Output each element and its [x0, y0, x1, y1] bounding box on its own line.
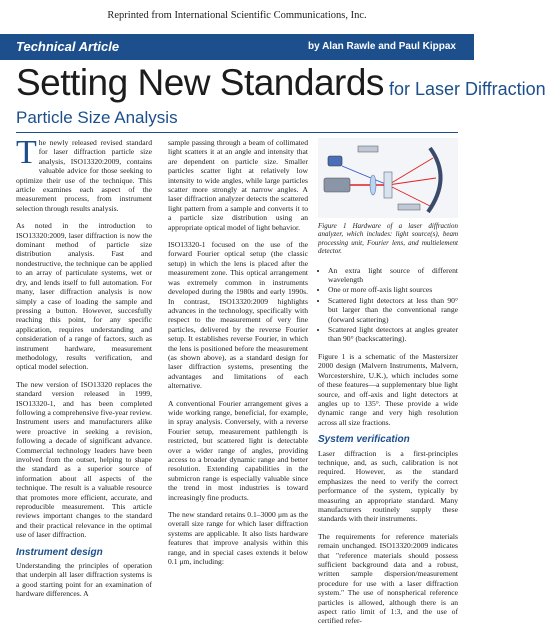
laser-analyzer-diagram	[318, 138, 458, 218]
paragraph: As noted in the introduction to ISO13320:2009, laser diffraction is now the dominant method of particle size distribution analysis. Fast and nondestructive, the technique can be applied to an array of particulate systems, wet or dry, and lends itself to full automation. For many, laser diffraction analysis is now simply a case of loading the sample and pressing a button. However, succesfully reaching this point, for any specific application, requires understanding and consideration of a range of factors, such as instrument hardware, measurement methodology, results verification, and optical model selection.	[16, 221, 152, 372]
list-item: • Scattered light detectors at angles greater than 90° (backscattering).	[328, 325, 458, 344]
column-1	[16, 134, 152, 607]
paragraph: ISO13320-1 focused on the use of the forward Fourier optical setup (the classic setup) in which the lens is placed after the measurement zone. This optical arrangement was extremely common in instruments developed during the 1980s and early 1990s. In contrast, ISO13320:2009 highlights advances in the technology, specifically with respect to the measurement of very fine particles, delivered by the reverse Fourier setup. It establishes reverse Fourier, in which the lens is positioned before the measurement (as shown above), as a standard design for laser diffraction systems, presenting the advantages and limitations of each alternative.	[168, 240, 308, 391]
drop-cap: T	[16, 134, 37, 171]
reprint-line: Reprinted from International Scientific Communications, Inc.	[107, 10, 367, 21]
section-heading: Instrument design	[16, 546, 103, 558]
paragraph: The new version of ISO13320 replaces the standard version released in 1999, ISO13320-1, and has been completed following a comprehensive five-year review. Instrument users and manufacturers alike were proactive in seeking a revision, following a decade of significant advance. Commercial technology leaders have been involved from the outset, helping to shape the standard as a superior source of information about all aspects of the technique. The result is a valuable resource that promotes more efficient, accurate, and reproducible measurement. This article reviews important changes to the standard and their practical relevance in the optimal use of laser diffraction.	[16, 379, 152, 540]
paragraph: Laser diffraction is a first-principles technique, and, as such, calibration is not required. However, as the standard emphasizes the need to verify the correct performance of the system, typically by measuring an appropriate standard. Many manufacturers routinely supply these standards with their instruments.	[318, 448, 458, 524]
figure-caption: Figure 1 Hardware of a laser diffraction analyzer, which includes: light source(s), beam processing unit, Fourier lens, and multielement detector.	[318, 222, 458, 256]
column-2	[168, 138, 308, 574]
article-subtitle: Particle Size Analysis	[16, 108, 178, 127]
paragraph: sample passing through a beam of collimated light scatters it at an angle and intensity that are dependent on particle size. Smaller particles scatter light at relatively low intensity to wide angles, while large particles scatter more strongly at narrow angles. A laser diffraction analyzer detects the scattered light pattern from a sample and converts it to a particle size distribution using an appropriate optical model of light behavior.	[168, 138, 308, 232]
intro-paragraph: The newly released revised standard for laser diffraction particle size analysis, ISO13320:2009, contains valuable advice for those seeking to optimize their use of the technique. This article examines each aspect of the measurement process, from instrument selection through results analysis.	[16, 134, 152, 213]
paragraph: The requirements for reference materials remain unchanged. ISO13320:2009 indicates that "reference materials should possess sufficient background data and a robust, written sample dispersion/measurement procedure for use with a laser diffraction system." The use of nonspherical reference particles is allowed, although there is an aspect ratio limit of 1:3, and the use of certified refer-	[318, 531, 458, 626]
light-source	[324, 178, 350, 192]
section-banner	[0, 34, 474, 60]
column-3	[318, 138, 458, 634]
blue-light-source	[328, 156, 342, 166]
measurement-cell	[384, 172, 392, 198]
list-item: • Scattered light detectors at less than 90° but larger than the conventional range (forward scattering)	[328, 296, 458, 324]
fourier-lens	[370, 175, 376, 195]
authors: by Alan Rawle and Paul Kippax	[308, 41, 456, 52]
paragraph: The new standard retains 0.1–3000 μm as the overall size range for which laser diffraction systems are applicable. It also lists hardware features that improve analysis within this range, and in special cases extends it below 0.1 μm, including:	[168, 510, 308, 567]
section-label: Technical Article	[16, 39, 120, 54]
article-title	[16, 62, 546, 104]
paragraph: Understanding the principles of operation that underpin all laser diffraction systems is a good starting point for an examination of hardware differences. A	[16, 561, 152, 599]
list-item: • An extra light source of different wavelength	[328, 266, 458, 285]
paragraph: Figure 1 is a schematic of the Mastersizer 2000 design (Malvern Instruments, Malvern, Worcestershire, U.K.), which includes some of these features—a supplementary blue light source, and off-axis and light detectors at angles up to 135°. These provide a wide dynamic range and very high resolution across all size fractions.	[318, 351, 458, 427]
figure-1-schematic	[318, 138, 458, 218]
feature-list	[318, 266, 458, 344]
title-rule	[16, 132, 458, 133]
section-heading: System verification	[318, 434, 410, 446]
title-main: Setting New Standards	[16, 62, 384, 103]
list-item: • One or more off-axis light sources	[328, 285, 458, 294]
title-suffix: for Laser Diffraction	[383, 79, 546, 99]
paragraph: A conventional Fourier arrangement gives a wide working range, beneficial, for example, in spray analysis. Conversely, with a reverse Fourier setup, measurement pathlength is restricted, but scattered light is detectable over a wider range of angles, providing access to a broader dynamic range and better resolution. Extending capabilities in the submicron range is especially valuable since the trend in most industries is toward increasingly fine products.	[168, 398, 308, 502]
